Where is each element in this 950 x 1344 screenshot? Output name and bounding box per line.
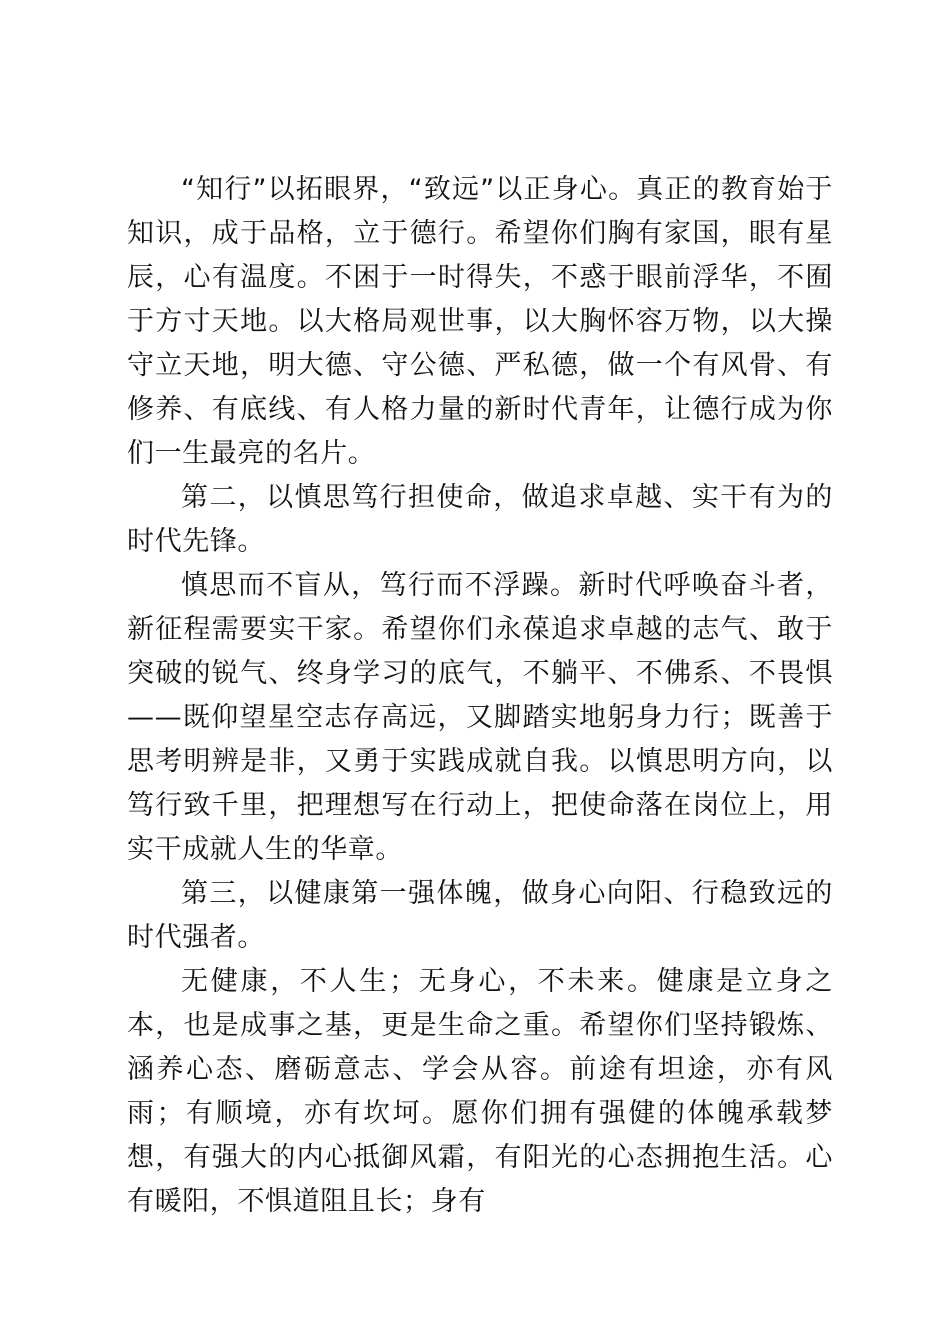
paragraph-health: 无健康，不人生；无身心，不未来。健康是立身之本，也是成事之基，更是生命之重。希望你们坚持锻炼、涵养心态、磨砺意志、学会从容。前途有坦途，亦有风雨；有顺境，亦有坎坷。愿你们拥有强健的体魄承载梦想，有强大的内心抵御风霜，有阳光的心态拥抱生活。心有暖阳，不惧道阻且长；身有 — [127, 966, 833, 1217]
heading-point-two: 第二，以慎思笃行担使命，做追求卓越、实干有为的时代先锋。 — [127, 482, 833, 557]
paragraph-diligence: 慎思而不盲从，笃行而不浮躁。新时代呼唤奋斗者，新征程需要实干家。希望你们永葆追求卓越的志气、敢于突破的锐气、终身学习的底气，不躺平、不佛系、不畏惧——既仰望星空志存高远，又脚踏实地躬身力行；既善于思考明辨是非，又勇于实践成就自我。以慎思明方向，以笃行致千里，把理想写在行动上，把使命落在岗位上，用实干成就人生的华章。 — [127, 570, 833, 865]
paragraph-virtue: “知行”以拓眼界，“致远”以正身心。真正的教育始于知识，成于品格，立于德行。希望你们胸有家国，眼有星辰，心有温度。不困于一时得失，不惑于眼前浮华，不囿于方寸天地。以大格局观世事，以大胸怀容万物，以大操守立天地，明大德、守公德、严私德，做一个有风骨、有修养、有底线、有人格力量的新时代青年，让德行成为你们一生最亮的名片。 — [127, 174, 833, 469]
heading-point-three: 第三，以健康第一强体魄，做身心向阳、行稳致远的时代强者。 — [127, 878, 833, 953]
document-body — [127, 168, 833, 1224]
